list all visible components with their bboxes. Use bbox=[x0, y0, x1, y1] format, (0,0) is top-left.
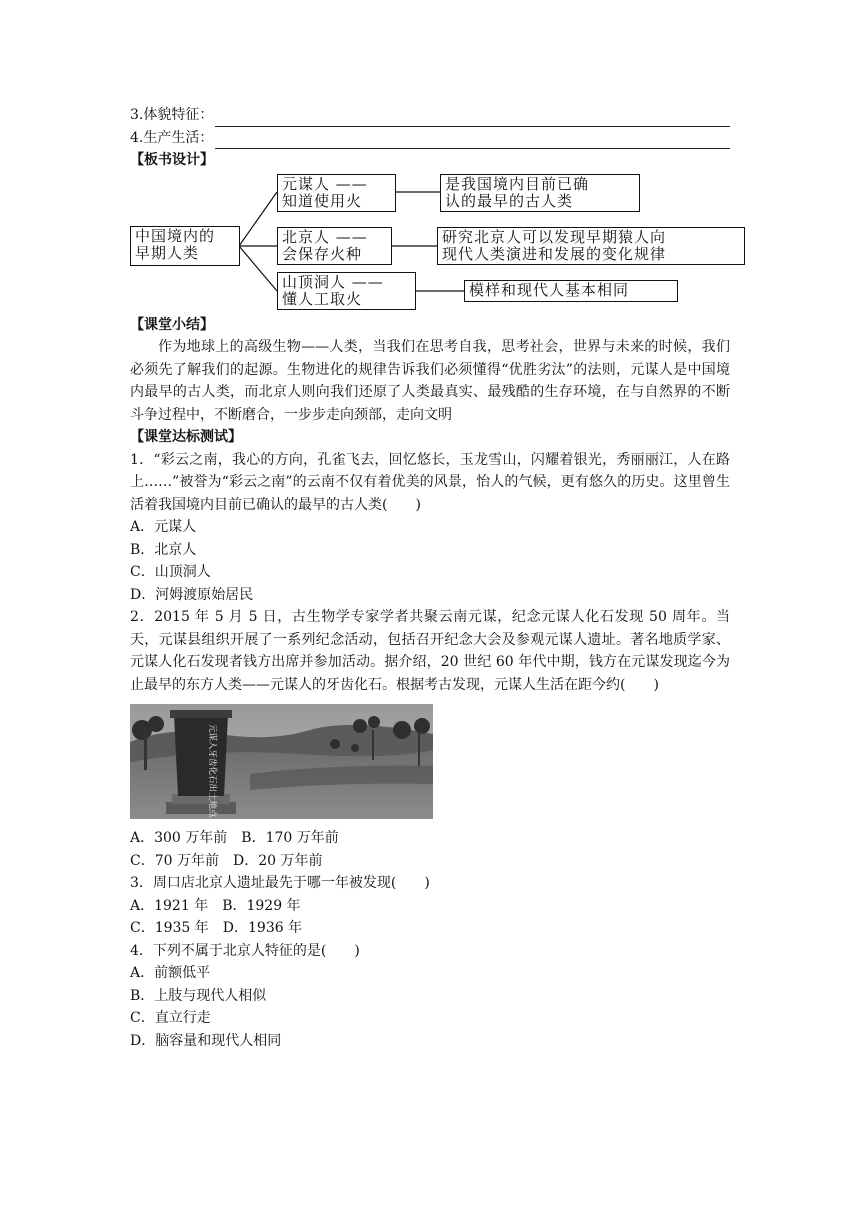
box-line: 会保存火种 bbox=[282, 244, 363, 263]
option[interactable]: D．河姆渡原始居民 bbox=[130, 586, 254, 603]
box-line: 是我国境内目前已确 bbox=[445, 174, 590, 193]
box-line: 懂人工取火 bbox=[282, 289, 363, 308]
answer-blank[interactable] bbox=[215, 110, 730, 127]
document-page bbox=[130, 104, 730, 1052]
field-lifestyle bbox=[130, 127, 730, 150]
summary-heading: 【课堂小结】 bbox=[130, 316, 214, 333]
option[interactable]: B．北京人 bbox=[130, 541, 197, 558]
box-yuanmou-note bbox=[440, 174, 640, 212]
test-heading: 【课堂达标测试】 bbox=[130, 429, 242, 445]
option[interactable]: C．1935 年 D．1936 年 bbox=[130, 920, 303, 936]
option[interactable]: C．直立行走 bbox=[130, 1010, 211, 1026]
option[interactable]: A．元谋人 bbox=[130, 519, 197, 535]
root-line-1: 中国境内的 bbox=[135, 226, 216, 245]
option[interactable]: A．300 万年前 B．170 万年前 bbox=[130, 830, 339, 846]
field-appearance bbox=[130, 104, 730, 127]
monument-photo bbox=[130, 704, 433, 819]
box-yuanmou bbox=[277, 174, 396, 212]
option[interactable]: C．70 万年前 D．20 万年前 bbox=[130, 852, 323, 869]
question-1 bbox=[130, 449, 730, 607]
box-line: 认的最早的古人类 bbox=[445, 191, 574, 210]
box-line: 山顶洞人 —— bbox=[282, 272, 384, 291]
option[interactable]: D．脑容量和现代人相同 bbox=[130, 1032, 282, 1049]
monument-inscription-vertical: 元谋人牙齿化石出土地点 bbox=[207, 724, 217, 818]
box-line: 模样和现代人基本相同 bbox=[469, 280, 630, 299]
question-4 bbox=[130, 940, 730, 1053]
box-line: 知道使用火 bbox=[282, 191, 363, 210]
question-stem: 4．下列不属于北京人特征的是( ) bbox=[130, 942, 360, 959]
root-box bbox=[130, 226, 240, 266]
root-line-2: 早期人类 bbox=[135, 243, 200, 262]
option[interactable]: B．上肢与现代人相似 bbox=[130, 987, 267, 1004]
box-beijing bbox=[277, 227, 392, 265]
box-line: 北京人 —— bbox=[282, 227, 368, 246]
box-beijing-note bbox=[437, 227, 745, 265]
option[interactable]: A．1921 年 B．1929 年 bbox=[130, 897, 301, 914]
field-label: 3.体貌特征： bbox=[130, 107, 214, 123]
box-shandingdong-note bbox=[464, 280, 678, 302]
question-stem: 1．“彩云之南，我心的方向，孔雀飞去，回忆悠长，玉龙雪山，闪耀着银光，秀丽丽江，人在路上……”被誉为“彩云之南”的云南不仅有着优美的风景，怡人的气候，更有悠久的历史。这里曾生活着我国境内目前已确认的最早的古人类( ) bbox=[130, 451, 730, 513]
question-2 bbox=[130, 606, 730, 872]
option[interactable]: A．前额低平 bbox=[130, 965, 211, 981]
box-line: 研究北京人可以发现早期猿人向 bbox=[442, 227, 667, 246]
option[interactable]: C．山顶洞人 bbox=[130, 564, 211, 580]
board-heading: 【板书设计】 bbox=[130, 152, 214, 168]
field-label: 4.生产生活： bbox=[130, 129, 214, 146]
question-stem: 2．2015 年 5 月 5 日，古生物学专家学者共聚云南元谋，纪念元谋人化石发现 50 周年。当天，元谋县组织开展了一系列纪念活动，包括召开纪念大会及参观元谋人遗址。著名地质学家、元谋人化石发现者钱方出席并参加活动。据介绍，20 世纪 60 年代中期，钱方在元谋发现迄今为止最早的东方人类——元谋人的牙齿化石。根据考古发现，元谋人生活在距今约( ) bbox=[130, 609, 730, 693]
box-line: 现代人类演进和发展的变化规律 bbox=[442, 244, 667, 263]
box-line: 元谋人 —— bbox=[282, 174, 368, 193]
box-shandingdong bbox=[277, 272, 416, 310]
summary-paragraph: 作为地球上的高级生物——人类，当我们在思考自我，思考社会，世界与未来的时候，我们必须先了解我们的起源。生物进化的规律告诉我们必须懂得“优胜劣汰”的法则，元谋人是中国境内最早的古人类，而北京人则向我们还原了人类最真实、最残酷的生存环境，在与自然界的不断斗争过程中，不断磨合，一步步走向颈部，走向文明 bbox=[130, 339, 730, 423]
question-stem: 3．周口店北京人遗址最先于哪一年被发现( ) bbox=[130, 875, 430, 891]
question-3 bbox=[130, 872, 730, 940]
board-diagram bbox=[130, 174, 750, 312]
answer-blank[interactable] bbox=[215, 132, 730, 149]
